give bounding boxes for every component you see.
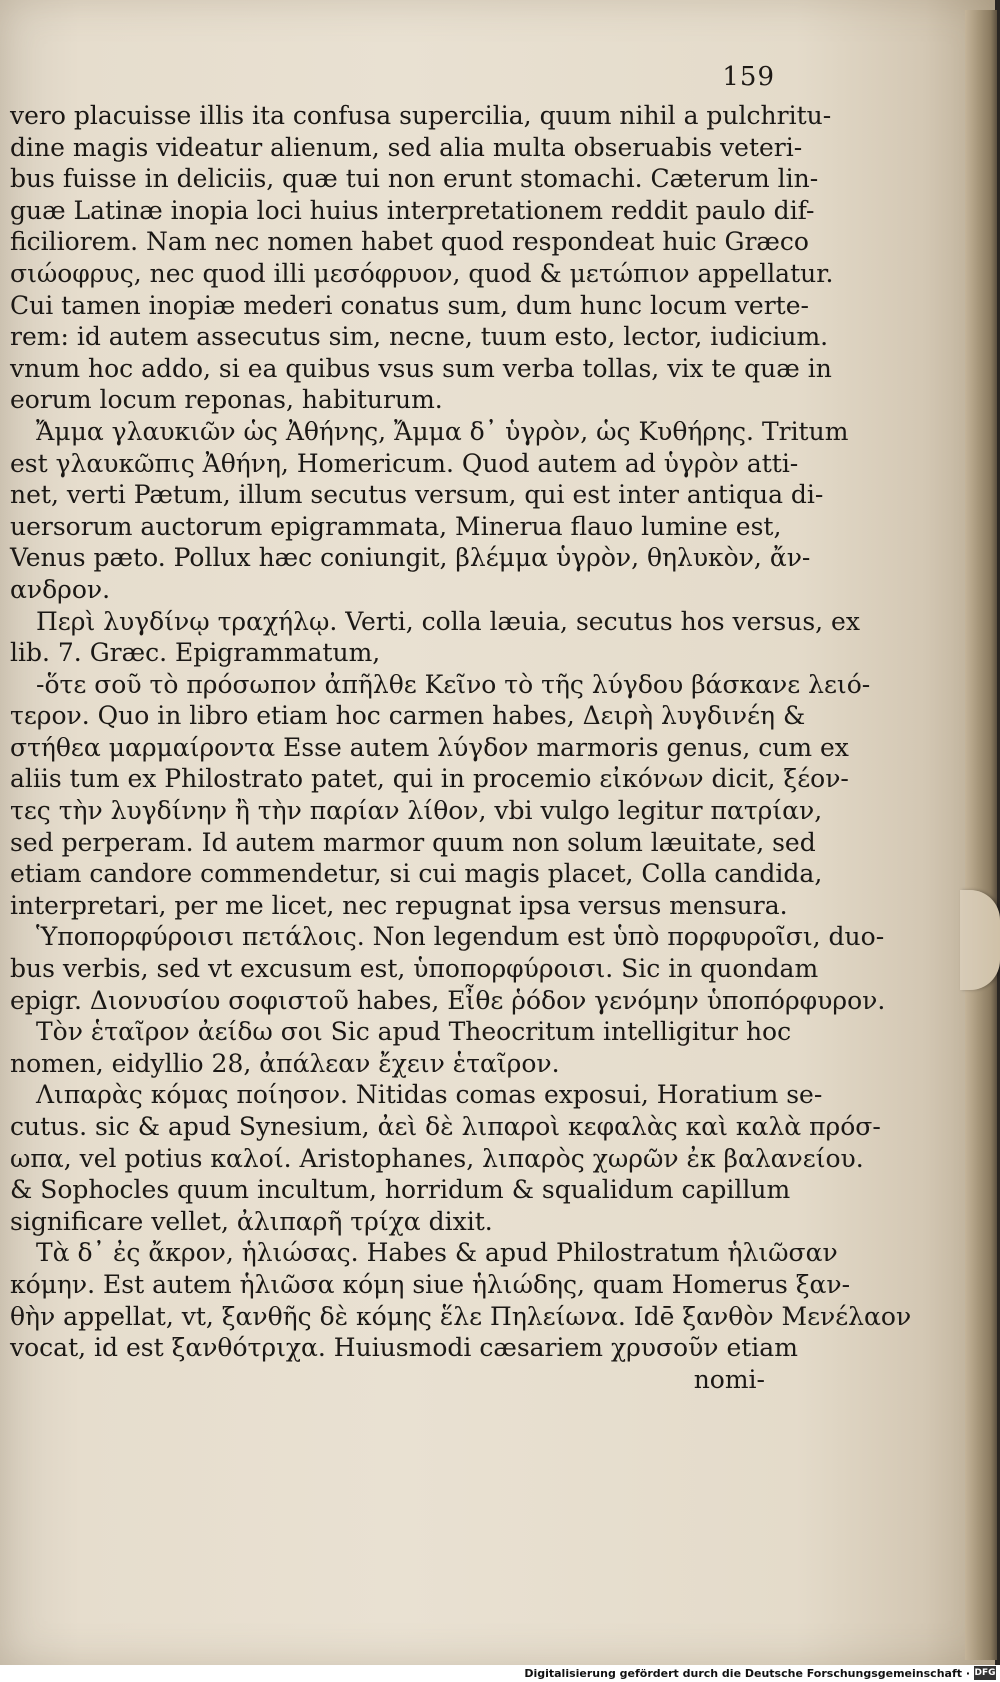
text-line: sed perperam. Id autem marmor quum non solum læuitate, sed <box>10 827 816 857</box>
text-line: uersorum auctorum epigrammata, Minerua flauo lumine est, <box>10 511 782 541</box>
text-line: Ἄμμα γλαυκιῶν ὡς Ἀθήνης, Ἄμμα δ᾽ ὑγρὸν, ὡς Κυθήρης. Tritum <box>36 416 849 446</box>
text-line: lib. 7. Græc. Epigrammatum, <box>10 638 381 668</box>
text-line: nomen, eidyllio 28, ἀπάλεαν ἔχειν ἑταῖρον. <box>10 1048 560 1078</box>
text-line: significare vellet, ἀλιπαρῆ τρίχα dixit. <box>10 1206 493 1236</box>
text-line: cutus. sic & apud Synesium, ἀεὶ δὲ λιπαροὶ κεφαλὰς καὶ καλὰ πρόσ- <box>10 1112 881 1141</box>
text-line: -ὅτε σοῦ τὸ πρόσωπον ἀπῆλθε Κεῖνο τὸ τῆς λύγδου βάσκανε λειό- <box>36 669 871 699</box>
text-line: Ὑποπορφύροισι πετάλοις. Non legendum est ὑπὸ πορφυροῖσι, duo- <box>36 922 885 952</box>
text-line: etiam candore commendetur, si cui magis placet, Colla candida, <box>10 859 823 889</box>
text-line: bus fuisse in deliciis, quæ tui non erunt stomachi. Cæterum lin- <box>10 164 819 194</box>
text-line: σιώοφρυς, nec quod illi μεσόφρυον, quod & μετώπιον appellatur. <box>10 258 834 288</box>
text-line: net, verti Pætum, illum secutus versum, qui est inter antiqua di- <box>10 480 824 510</box>
page-number: 159 <box>722 62 775 92</box>
text-line: ανδρον. <box>10 574 111 604</box>
text-line: Τὰ δ᾽ ἐς ἄκρον, ἡλιώσας. Habes & apud Philostratum ἡλιῶσαν <box>36 1238 838 1268</box>
digitization-credit: Digitalisierung gefördert durch die Deutsche Forschungsgemeinschaft · <box>524 1667 970 1680</box>
page-edge <box>965 10 997 1660</box>
dfg-logo-icon: DFG <box>974 1668 996 1678</box>
text-line: epigr. Διονυσίου σοφιστοῦ habes, Εἶθε ῥόδον γενόμην ὑποπόρφυρον. <box>10 985 886 1015</box>
text-line: τερον. Quo in libro etiam hoc carmen habes, Δειρὴ λυγδινέη & <box>10 701 806 731</box>
text-line: ficiliorem. Nam nec nomen habet quod respondeat huic Græco <box>10 227 809 257</box>
text-line: Venus pæto. Pollux hæc coniungit, βλέμμα ὑγρὸν, θηλυκὸν, ἄν- <box>10 543 811 573</box>
text-line: aliis tum ex Philostrato patet, qui in procemio εἰκόνων dicit, ξέον- <box>10 764 849 794</box>
text-line: est γλαυκῶπις Ἀθήνη, Homericum. Quod autem ad ὑγρὸν atti- <box>10 448 799 478</box>
text-line: Cui tamen inopiæ mederi conatus sum, dum hunc locum verte- <box>10 290 809 320</box>
text-line: vero placuisse illis ita confusa supercilia, quum nihil a pulchritu- <box>10 101 832 130</box>
text-line: κόμην. Est autem ἡλιῶσα κόμη siue ἡλιώδης, quam Homerus ξαν- <box>10 1269 851 1299</box>
text-line: dine magis videatur alienum, sed alia multa obseruabis veteri- <box>10 132 803 162</box>
thumb-index-tab <box>960 890 1000 990</box>
body-text <box>10 100 912 1395</box>
text-line: rem: id autem assecutus sim, necne, tuum esto, lector, iudicium. <box>10 322 829 352</box>
text-line: Λιπαρὰς κόμας ποίησον. Nitidas comas exposui, Horatium se- <box>36 1080 823 1110</box>
text-line: Περὶ λυγδίνῳ τραχήλῳ. Verti, colla læuia, secutus hos versus, ex <box>36 606 860 636</box>
text-line: τες τὴν λυγδίνην ἢ τὴν παρίαν λίθον, vbi vulgo legitur πατρίαν, <box>10 796 823 826</box>
text-line: guæ Latinæ inopia loci huius interpretationem reddit paulo dif- <box>10 195 815 225</box>
text-line: vocat, id est ξανθότριχα. Huiusmodi cæsariem χρυσοῦν etiam <box>10 1333 798 1363</box>
text-line: & Sophocles quum incultum, horridum & squalidum capillum <box>10 1175 791 1205</box>
text-line: ωπα, vel potius καλοί. Aristophanes, λιπαρὸς χωρῶν ἐκ βαλανείου. <box>10 1143 864 1173</box>
text-line: Τὸν ἑταῖρον ἀείδω σοι Sic apud Theocritum intelligitur hoc <box>36 1017 792 1047</box>
text-line: bus verbis, sed vt excusum est, ὑποπορφύροισι. Sic in quondam <box>10 954 819 984</box>
catchword: nomi- <box>693 1364 765 1394</box>
text-line: eorum locum reponas, habiturum. <box>10 385 443 415</box>
text-line: vnum hoc addo, si ea quibus vsus sum verba tollas, vix te quæ in <box>10 353 832 383</box>
text-line: στήθεα μαρμαίροντα Esse autem λύγδον marmoris genus, cum ex <box>10 732 849 762</box>
text-line: interpretari, per me licet, nec repugnat ipsa versus mensura. <box>10 890 788 920</box>
text-line: θὴν appellat, vt, ξανθῆς δὲ κόμης ἕλε Πηλείωνα. Idē ξανθὸν Μενέλαον <box>10 1301 912 1331</box>
